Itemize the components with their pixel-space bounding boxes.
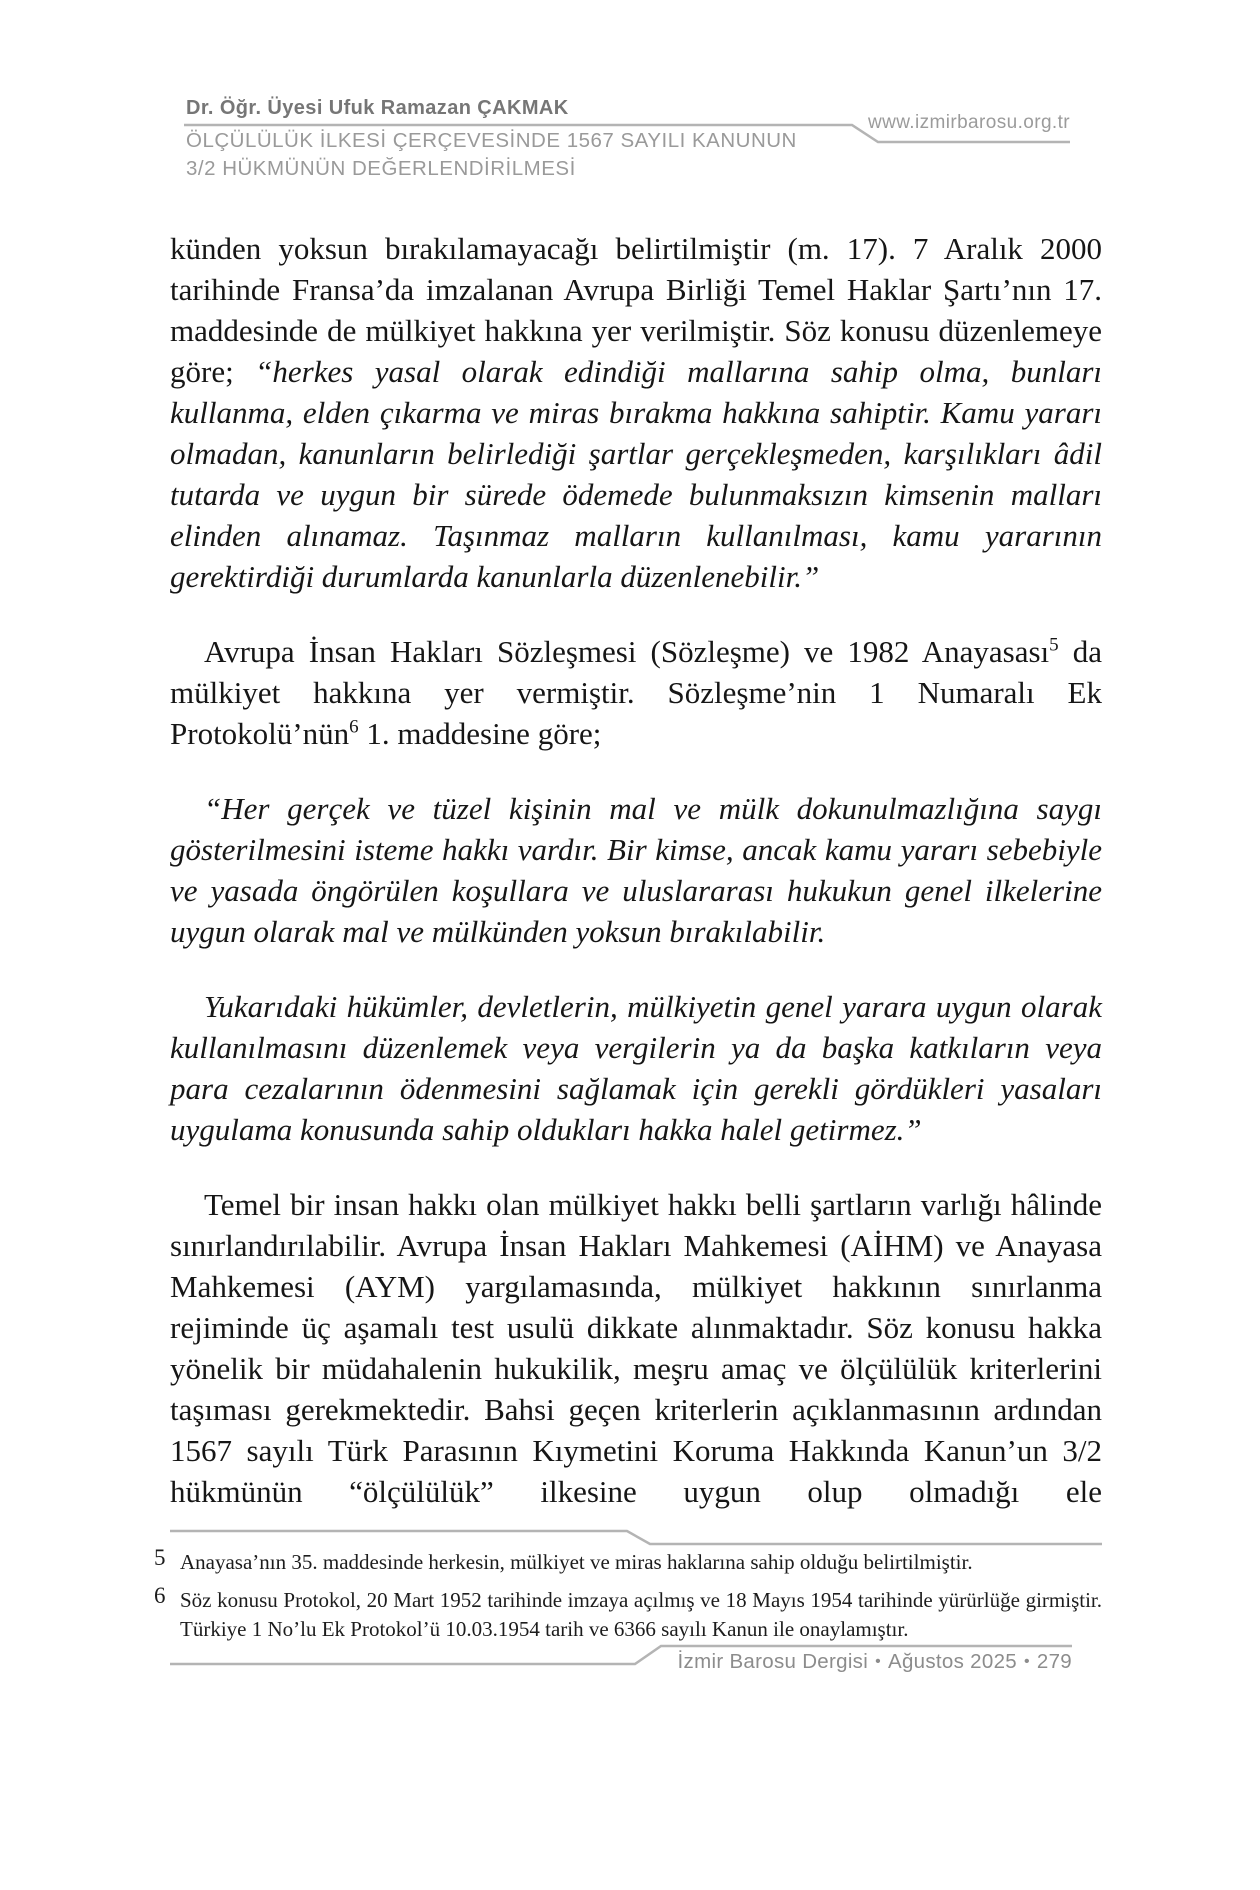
paragraph xyxy=(170,631,1102,754)
paragraph: Temel bir insan hakkı olan mülkiyet hakkı belli şartların varlığı hâlinde sınırlandırılabilir. Avrupa İnsan Hakları Mahkemesi (AİHM) ve Anayasa Mahkemesi (AYM) yargılamasında, mülkiyet hakkının sınırlanma rejiminde üç aşamalı test usulü dikkate alınmaktadır. Söz konusu hakka yönelik bir müdahalenin hukukilik, meşru amaç ve ölçülülük kriterlerini taşıması gerekmektedir. Bahsi geçen kriterlerin açıklanmasının ardından 1567 sayılı Türk Parasının Kıymetini Koruma Hakkında Kanun’un 3/2 hükmünün “ölçülülük” ilkesine uygun olup olmadığı ele xyxy=(170,1187,1102,1509)
footnote-divider-line xyxy=(170,1526,1106,1548)
footnote-text: Söz konusu Protokol, 20 Mart 1952 tarihinde imzaya açılmış ve 18 Mayıs 1954 tarihinde yürürlüğe girmiştir. Türkiye 1 No’lu Ek Protokol’ü 10.03.1954 tarih ve 6366 sayılı Kanun ile onaylamıştır. xyxy=(180,1588,1102,1641)
footnote-ref-6: 6 xyxy=(349,716,359,738)
quote-paragraph xyxy=(170,986,1102,1150)
footnote-6 xyxy=(154,1583,1102,1644)
quoted-law-text: Yukarıdaki hükümler, devletlerin, mülkiyetin genel yarara uygun olarak kullanılmasını düzenlemek veya vergilerin ya da başka katkıların veya para cezalarının ödenmesini sağlamak için gerekli gördükleri yasaları uygulama konusunda sahip oldukları hakka halel getirmez.” xyxy=(170,989,1102,1147)
footnote-5 xyxy=(154,1545,1102,1577)
paragraph-text: da mülkiyet hakkına yer vermiştir. Sözleşme’nin 1 Numaralı Ek Protokolü’nün xyxy=(170,634,1102,751)
footnote-marker: 6 xyxy=(154,1583,166,1608)
author-name: Dr. Öğr. Üyesi Ufuk Ramazan ÇAKMAK xyxy=(186,97,569,119)
quoted-law-text: “herkes yasal olarak edindiği mallarına sahip olma, bunları kullanma, elden çıkarma ve miras bırakma hakkına sahiptir. Kamu yararı olmadan, kanunların belirlediği şartlar gerçekleşmeden, karşılıkları âdil tutarda ve uygun bir sürede ödemede bulunmaksızın kimsenin malları elinden alınamaz. Taşınmaz malların kullanılması, kamu yararının gerektirdiği durumlarda kanunlarla düzenlenebilir.” xyxy=(170,354,1102,594)
page-number: 279 xyxy=(1036,1650,1072,1673)
footer-separator-dot: • xyxy=(1023,1653,1030,1670)
paragraph-text: Avrupa İnsan Hakları Sözleşmesi (Sözleşme) ve 1982 Anayasası xyxy=(204,634,1050,669)
footnotes-section xyxy=(154,1545,1102,1653)
website-url: www.izmirbarosu.org.tr xyxy=(867,112,1070,133)
paragraph-text: 1. maddesine göre; xyxy=(358,716,602,751)
paragraph-continuation xyxy=(170,228,1102,597)
quoted-law-text: “Her gerçek ve tüzel kişinin mal ve mülk dokunulmazlığına saygı gösterilmesini isteme hakkı vardır. Bir kimse, ancak kamu yararı sebebiyle ve yasada öngörülen koşullara ve uluslararası hukukun genel ilkelerine uygun olarak mal ve mülkünden yoksun bırakılabilir. xyxy=(170,791,1102,949)
journal-name: İzmir Barosu Dergisi xyxy=(677,1650,869,1673)
page-footer xyxy=(678,1650,1072,1674)
issue-date: Ağustos 2025 xyxy=(888,1650,1017,1673)
footer-separator-dot: • xyxy=(875,1653,881,1670)
article-body xyxy=(170,228,1102,1546)
footnote-ref-5: 5 xyxy=(1049,634,1059,656)
footnote-marker: 5 xyxy=(154,1545,166,1570)
article-title-line-2: 3/2 HÜKMÜNÜN DEĞERLENDİRİLMESİ xyxy=(186,156,576,180)
article-title-line-1: ÖLÇÜLÜLÜK İLKESİ ÇERÇEVESİNDE 1567 SAYILI KANUNUN xyxy=(186,129,797,152)
quote-paragraph xyxy=(170,788,1102,952)
article-title xyxy=(186,127,797,182)
paragraph-text: künden yoksun bırakılamayacağı belirtilmiştir (m. 17). 7 Aralık 2000 tarihinde Fransa’da imzalanan Avrupa Birliği Temel Haklar Şartı’nın 17. maddesinde de mülkiyet hakkına yer verilmiştir. Söz konusu düzenlemeye göre; xyxy=(170,231,1102,389)
footnote-text: Anayasa’nın 35. maddesinde herkesin, mülkiyet ve miras haklarına sahip olduğu belirtilmiştir. xyxy=(180,1550,973,1574)
